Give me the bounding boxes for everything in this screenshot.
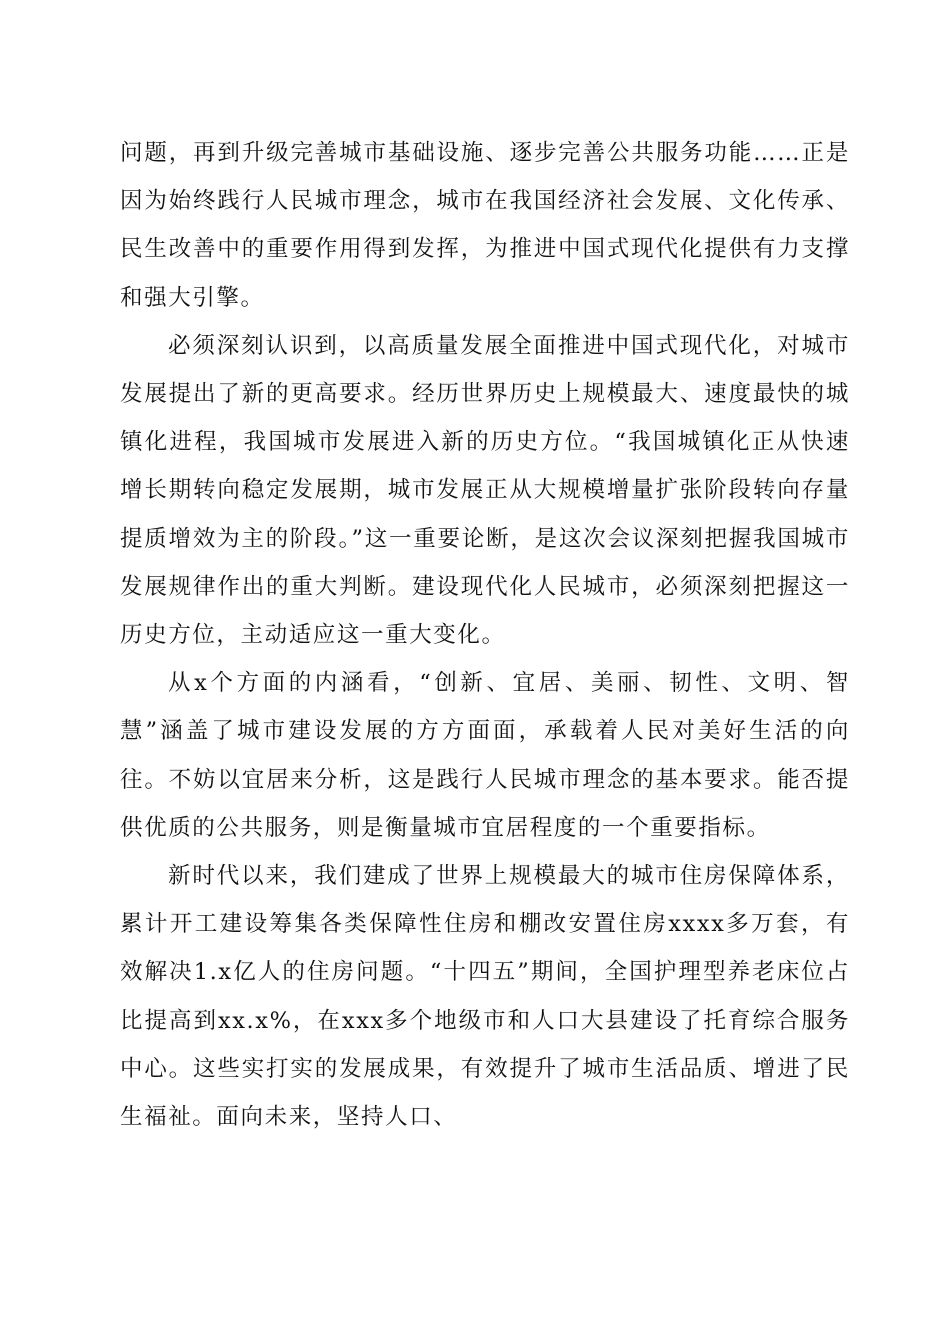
paragraph-3: 从x个方面的内涵看，“创新、宜居、美丽、韧性、文明、智慧”涵盖了城市建设发展的方方面面，承载着人民对美好生活的向往。不妨以宜居来分析，这是践行人民城市理念的基本要求。能否提供优质的公共服务，则是衡量城市宜居程度的一个重要指标。 <box>120 670 850 841</box>
paragraph-4: 新时代以来，我们建成了世界上规模最大的城市住房保障体系，累计开工建设筹集各类保障性住房和棚改安置住房xxxx多万套，有效解决1.x亿人的住房问题。“十四五”期间，全国护理型养老床位占比提高到xx.x%，在xxx多个地级市和人口大县建设了托育综合服务中心。这些实打实的发展成果，有效提升了城市生活品质、增进了民生福祉。面向未来，坚持人口、 <box>120 863 850 1131</box>
paragraph-2: 必须深刻认识到，以高质量发展全面推进中国式现代化，对城市发展提出了新的更高要求。经历世界历史上规模最大、速度最快的城镇化进程，我国城市发展进入新的历史方位。“我国城镇化正从快速增长期转向稳定发展期，城市发展正从大规模增量扩张阶段转向存量提质增效为主的阶段。”这一重要论断，是这次会议深刻把握我国城市发展规律作出的重大判断。建设现代化人民城市，必须深刻把握这一历史方位，主动适应这一重大变化。 <box>120 332 850 649</box>
paragraph-1: 问题，再到升级完善城市基础设施、逐步完善公共服务功能……正是因为始终践行人民城市理念，城市在我国经济社会发展、文化传承、民生改善中的重要作用得到发挥，为推进中国式现代化提供有力支撑和强大引擎。 <box>120 140 850 311</box>
document-body <box>120 129 850 1141</box>
